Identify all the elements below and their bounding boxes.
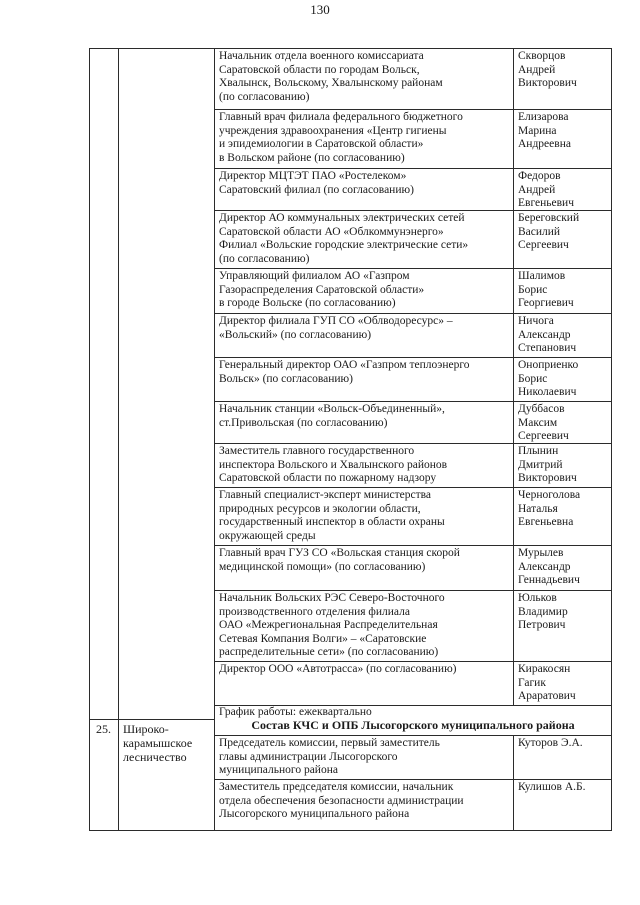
position-cell: Директор ООО «Автотрасса» (по согласованию) — [214, 661, 514, 706]
position-cell: Начальник Вольских РЭС Северо-Восточного производственного отделения филиала ОАО «Межрегиональная Распределительная Сетевая Компания Волги» – «Саратовские распределительные сети» (по согласованию) — [214, 590, 514, 662]
position-cell: Начальник станции «Вольск-Объединенный», ст.Привольская (по согласованию) — [214, 401, 514, 444]
position-cell: Директор АО коммунальных электрических сетей Саратовской области АО «Облкоммунэнерго» Филиал «Вольские городские электрические сети» (по согласованию) — [214, 210, 514, 269]
person-name-cell: Мурылев Александр Геннадьевич — [513, 545, 612, 591]
person-name-cell: Дуббасов Максим Сергеевич — [513, 401, 612, 444]
organization-name: Широко- карамышское лесничество — [118, 719, 215, 831]
person-name-cell: Куторов Э.А. — [513, 735, 612, 780]
person-name-cell: Шалимов Борис Георгиевич — [513, 268, 612, 314]
entry-number: 25. — [89, 719, 119, 831]
commission-heading: Состав КЧС и ОПБ Лысогорского муниципального района — [214, 719, 612, 736]
position-cell: Начальник отдела военного комиссариата Саратовской области по городам Вольск, Хвалынск, Вольскому, Хвалынскому районам (по согласованию) — [214, 48, 514, 110]
person-name-cell: Скворцов Андрей Викторович — [513, 48, 612, 110]
position-cell: Управляющий филиалом АО «Газпром Газораспределения Саратовской области» в городе Вольске (по согласованию) — [214, 268, 514, 314]
number-column-cell — [89, 48, 119, 720]
person-name-cell: Оноприенко Борис Николаевич — [513, 357, 612, 402]
position-cell: Главный специалист-эксперт министерства природных ресурсов и экологии области, государственный инспектор в области охраны окружающей среды — [214, 487, 514, 546]
position-cell: Главный врач филиала федерального бюджетного учреждения здравоохранения «Центр гигиены и эпидемиологии в Саратовской области» в Вольском районе (по согласованию) — [214, 109, 514, 169]
page-number: 130 — [310, 2, 330, 17]
position-cell: Заместитель главного государственного инспектора Вольского и Хвалынского районов Саратовской области по пожарному надзору — [214, 443, 514, 488]
person-name-cell: Кулишов А.Б. — [513, 779, 612, 831]
person-name-cell: Федоров Андрей Евгеньевич — [513, 168, 612, 211]
position-cell: Заместитель председателя комиссии, начальник отдела обеспечения безопасности администрации Лысогорского муниципального района — [214, 779, 514, 831]
person-name-cell: Черноголова Наталья Евгеньевна — [513, 487, 612, 546]
person-name-cell: Киракосян Гагик Араратович — [513, 661, 612, 706]
person-name-cell: Ничога Александр Степанович — [513, 313, 612, 358]
position-cell: Главный врач ГУЗ СО «Вольская станция скорой медицинской помощи» (по согласованию) — [214, 545, 514, 591]
position-cell: Директор МЦТЭТ ПАО «Ростелеком» Саратовский филиал (по согласованию) — [214, 168, 514, 211]
position-cell: Директор филиала ГУП СО «Облводоресурс» – «Вольский» (по согласованию) — [214, 313, 514, 358]
organization-column-cell — [118, 48, 215, 720]
person-name-cell: Плынин Дмитрий Викторович — [513, 443, 612, 488]
person-name-cell: Береговский Василий Сергеевич — [513, 210, 612, 269]
position-cell: Генеральный директор ОАО «Газпром теплоэнерго Вольск» (по согласованию) — [214, 357, 514, 402]
person-name-cell: Юльков Владимир Петрович — [513, 590, 612, 662]
position-cell: Председатель комиссии, первый заместитель главы администрации Лысогорского муниципального района — [214, 735, 514, 780]
schedule-line: График работы: ежеквартально — [214, 705, 612, 721]
person-name-cell: Елизарова Марина Андреевна — [513, 109, 612, 169]
